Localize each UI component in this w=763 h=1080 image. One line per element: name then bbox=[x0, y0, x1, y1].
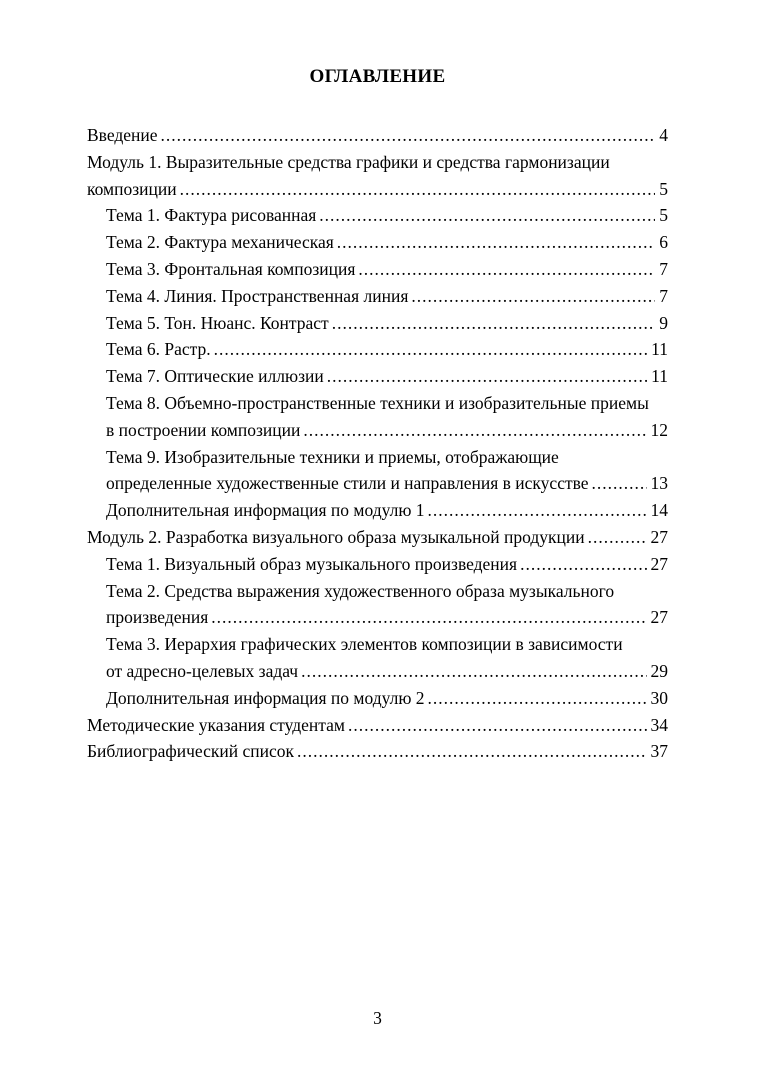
dot-leader bbox=[303, 417, 646, 444]
dot-leader bbox=[297, 738, 646, 765]
dot-leader bbox=[411, 283, 655, 310]
toc-page-number: 9 bbox=[659, 312, 668, 333]
toc-line bbox=[87, 631, 668, 658]
toc-entry bbox=[87, 363, 668, 390]
dot-leader bbox=[592, 470, 647, 497]
toc-page-number: 27 bbox=[650, 607, 668, 628]
toc-page-number: 27 bbox=[650, 553, 668, 574]
toc-page-number: 13 bbox=[650, 473, 668, 494]
toc-entry-text: Модуль 2. Разработка визуального образа музыкальной продукции bbox=[87, 526, 585, 547]
toc-line bbox=[87, 712, 668, 739]
toc-page-number: 34 bbox=[650, 714, 668, 735]
dot-leader bbox=[161, 122, 656, 149]
dot-leader bbox=[337, 229, 655, 256]
toc-line bbox=[87, 176, 668, 203]
toc-page-number: 7 bbox=[659, 285, 668, 306]
toc-line bbox=[87, 149, 668, 176]
toc-page-number: 11 bbox=[651, 366, 668, 387]
toc-line bbox=[87, 470, 668, 497]
toc-line bbox=[87, 363, 668, 390]
toc-line bbox=[87, 202, 668, 229]
toc-entry-text: от адресно-целевых задач bbox=[106, 660, 299, 681]
toc-entry-text: Тема 2. Средства выражения художественного образа музыкального bbox=[106, 580, 615, 601]
toc-entry-text: Модуль 1. Выразительные средства графики и средства гармонизации bbox=[87, 151, 610, 172]
toc-entry bbox=[87, 256, 668, 283]
toc-entry bbox=[87, 202, 668, 229]
toc-entry bbox=[87, 631, 668, 685]
toc-entry bbox=[87, 551, 668, 578]
toc-entry bbox=[87, 444, 668, 498]
toc-entry bbox=[87, 229, 668, 256]
toc-entry-text: Тема 9. Изобразительные техники и приемы, отображающие bbox=[106, 446, 559, 467]
toc-line bbox=[87, 256, 668, 283]
toc-line bbox=[87, 310, 668, 337]
toc-entry-text: Тема 1. Визуальный образ музыкального произведения bbox=[106, 553, 518, 574]
toc-line bbox=[87, 578, 668, 605]
dot-leader bbox=[588, 524, 647, 551]
toc-page-number: 27 bbox=[650, 526, 668, 547]
toc-line bbox=[87, 738, 668, 765]
toc-entry bbox=[87, 122, 668, 149]
page-number: 3 bbox=[373, 1008, 382, 1028]
toc-line bbox=[87, 229, 668, 256]
toc-entry-text: Тема 2. Фактура механическая bbox=[106, 232, 334, 253]
toc-line bbox=[87, 551, 668, 578]
toc-entry-text: Тема 7. Оптические иллюзии bbox=[106, 366, 324, 387]
toc-entry-text: Введение bbox=[87, 125, 158, 145]
dot-leader bbox=[428, 497, 647, 524]
toc-entry bbox=[87, 685, 668, 712]
dot-leader bbox=[214, 336, 647, 363]
toc-entry-text: Тема 3. Иерархия графических элементов композиции в зависимости bbox=[106, 634, 623, 655]
dot-leader bbox=[358, 256, 655, 283]
toc-page-number: 29 bbox=[650, 660, 668, 681]
toc-line bbox=[87, 658, 668, 685]
dot-leader bbox=[428, 685, 647, 712]
toc-entry bbox=[87, 578, 668, 632]
toc-page-number: 5 bbox=[659, 205, 668, 226]
toc-page-number: 14 bbox=[650, 500, 668, 521]
dot-leader bbox=[301, 658, 646, 685]
toc-page-number: 37 bbox=[650, 741, 668, 762]
toc-entry-text: Библиографический список bbox=[87, 741, 295, 762]
toc-entry bbox=[87, 310, 668, 337]
toc-entry bbox=[87, 524, 668, 551]
toc-entry bbox=[87, 497, 668, 524]
toc-line bbox=[87, 604, 668, 631]
toc-entry-text: Тема 6. Растр. bbox=[106, 339, 211, 360]
toc-line bbox=[87, 524, 668, 551]
toc-line bbox=[87, 444, 668, 471]
toc-entry-text: Тема 3. Фронтальная композиция bbox=[106, 258, 356, 279]
toc-entry-text: Тема 1. Фактура рисованная bbox=[106, 205, 317, 226]
toc-entry bbox=[87, 712, 668, 739]
toc-page-number: 5 bbox=[659, 178, 668, 199]
page-title: ОГЛАВЛЕНИЕ bbox=[309, 66, 446, 87]
toc-entry-text: Методические указания студентам bbox=[87, 714, 345, 735]
dot-leader bbox=[211, 604, 646, 631]
dot-leader bbox=[180, 176, 656, 203]
toc-page-number: 30 bbox=[650, 687, 668, 708]
toc-line bbox=[87, 497, 668, 524]
toc-line bbox=[87, 390, 668, 417]
toc-entry bbox=[87, 738, 668, 765]
toc-entry-text: в построении композиции bbox=[106, 419, 301, 440]
table-of-contents bbox=[87, 122, 668, 765]
toc-entry-text: произведения bbox=[106, 607, 209, 628]
toc-line bbox=[87, 283, 668, 310]
toc-line bbox=[87, 336, 668, 363]
dot-leader bbox=[327, 363, 647, 390]
toc-entry-text: Тема 5. Тон. Нюанс. Контраст bbox=[106, 312, 329, 333]
toc-entry bbox=[87, 336, 668, 363]
toc-entry-text: Тема 8. Объемно-пространственные техники и изобразительные приемы bbox=[106, 392, 649, 413]
toc-entry-text: Дополнительная информация по модулю 1 bbox=[106, 500, 425, 521]
toc-entry bbox=[87, 149, 668, 203]
toc-page-number: 6 bbox=[659, 232, 668, 253]
toc-line bbox=[87, 685, 668, 712]
dot-leader bbox=[348, 712, 647, 739]
toc-page-number: 7 bbox=[659, 258, 668, 279]
toc-page-number: 4 bbox=[659, 125, 668, 145]
toc-line bbox=[87, 122, 668, 149]
toc-line bbox=[87, 417, 668, 444]
toc-page-number: 11 bbox=[651, 339, 668, 360]
toc-entry-text: Тема 4. Линия. Пространственная линия bbox=[106, 285, 409, 306]
toc-entry-text: Дополнительная информация по модулю 2 bbox=[106, 687, 425, 708]
dot-leader bbox=[332, 310, 656, 337]
dot-leader bbox=[319, 202, 655, 229]
toc-entry bbox=[87, 390, 668, 444]
toc-entry bbox=[87, 283, 668, 310]
toc-entry-text: композиции bbox=[87, 178, 177, 199]
toc-page-number: 12 bbox=[650, 419, 668, 440]
toc-entry-text: определенные художественные стили и направления в искусстве bbox=[106, 473, 589, 494]
dot-leader bbox=[520, 551, 646, 578]
